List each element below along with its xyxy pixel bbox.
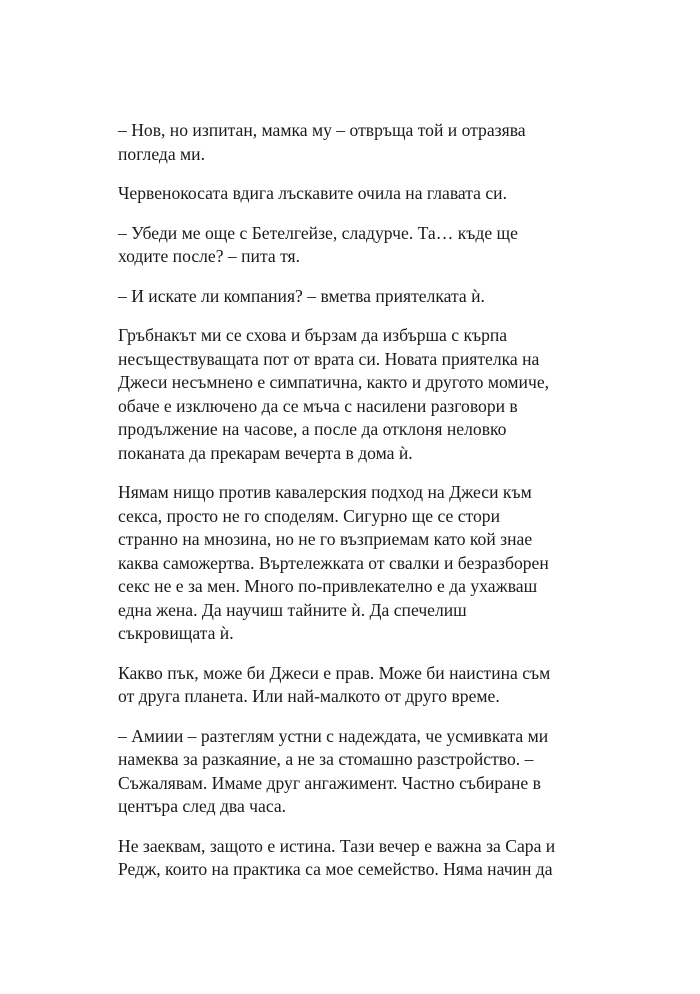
text-line: – Амиии – разтеглям устни с надеждата, че усмивката ми xyxy=(118,725,549,746)
text-line: една жена. Да научиш тайните ѝ. Да спечелиш xyxy=(118,599,467,620)
text-line: секс не е за мен. Много по-привлекателно е да ухажваш xyxy=(118,576,538,596)
text-line: обаче е изключено да се мъча с насилени разговори в xyxy=(118,395,518,416)
text-line: поканата да прекарам вечерта в дома ѝ. xyxy=(118,442,413,463)
text-line: Гръбнакът ми се схова и бързам да избърша с кърпа xyxy=(118,325,508,345)
text-line: каква саможертва. Въртележката от свалки и безразборен xyxy=(118,552,549,573)
text-line: Съжалявам. Имаме друг ангажимент. Частно събиране в xyxy=(118,772,541,793)
paragraph xyxy=(118,182,590,206)
paragraph xyxy=(118,725,590,819)
text-line: погледа ми. xyxy=(118,143,205,164)
text-line: секса, просто не го споделям. Сигурно ще се стори xyxy=(118,505,500,526)
text-line: Нямам нищо против кавалерския подход на Джеси към xyxy=(118,482,532,502)
text-line: ходите после? – пита тя. xyxy=(118,246,301,266)
text-line: Какво пък, може би Джеси е прав. Може би наистина съм xyxy=(118,662,551,683)
text-line: Джеси несъмнено е симпатична, както и другото момиче, xyxy=(118,372,550,392)
page-text xyxy=(118,119,590,898)
text-line: странно на мнозина, но не го възприемам като кой знае xyxy=(118,529,533,549)
text-line: несъществуващата пот от врата си. Новата приятелка на xyxy=(118,348,540,369)
text-line: намеква за разкаяние, а не за стомашно разстройство. – xyxy=(118,749,534,769)
text-line: – Нов, но изпитан, мамка му – отвръща той и отразява xyxy=(118,120,526,140)
paragraph xyxy=(118,324,590,465)
text-line: от друга планета. Или най-малкото от друго време. xyxy=(118,686,500,706)
text-line: – И искате ли компания? – вметва приятелката ѝ. xyxy=(118,285,485,306)
text-line: – Убеди ме още с Бетелгейзе, сладурче. Та… къде ще xyxy=(118,222,518,243)
paragraph xyxy=(118,662,590,709)
paragraph xyxy=(118,222,590,269)
text-line: Редж, които на практика са мое семейство. Няма начин да xyxy=(118,859,553,879)
paragraph xyxy=(118,481,590,646)
text-line: продължение на часове, а после да отклоня неловко xyxy=(118,419,507,439)
text-line: центъра след два часа. xyxy=(118,796,287,816)
text-line: Не заеквам, защото е истина. Тази вечер е важна за Сара и xyxy=(118,835,556,856)
text-line: Червенокосата вдига лъскавите очила на главата си. xyxy=(118,183,507,203)
text-line: съкровищата ѝ. xyxy=(118,623,234,643)
paragraph xyxy=(118,835,590,882)
paragraph xyxy=(118,119,590,166)
paragraph xyxy=(118,285,590,309)
